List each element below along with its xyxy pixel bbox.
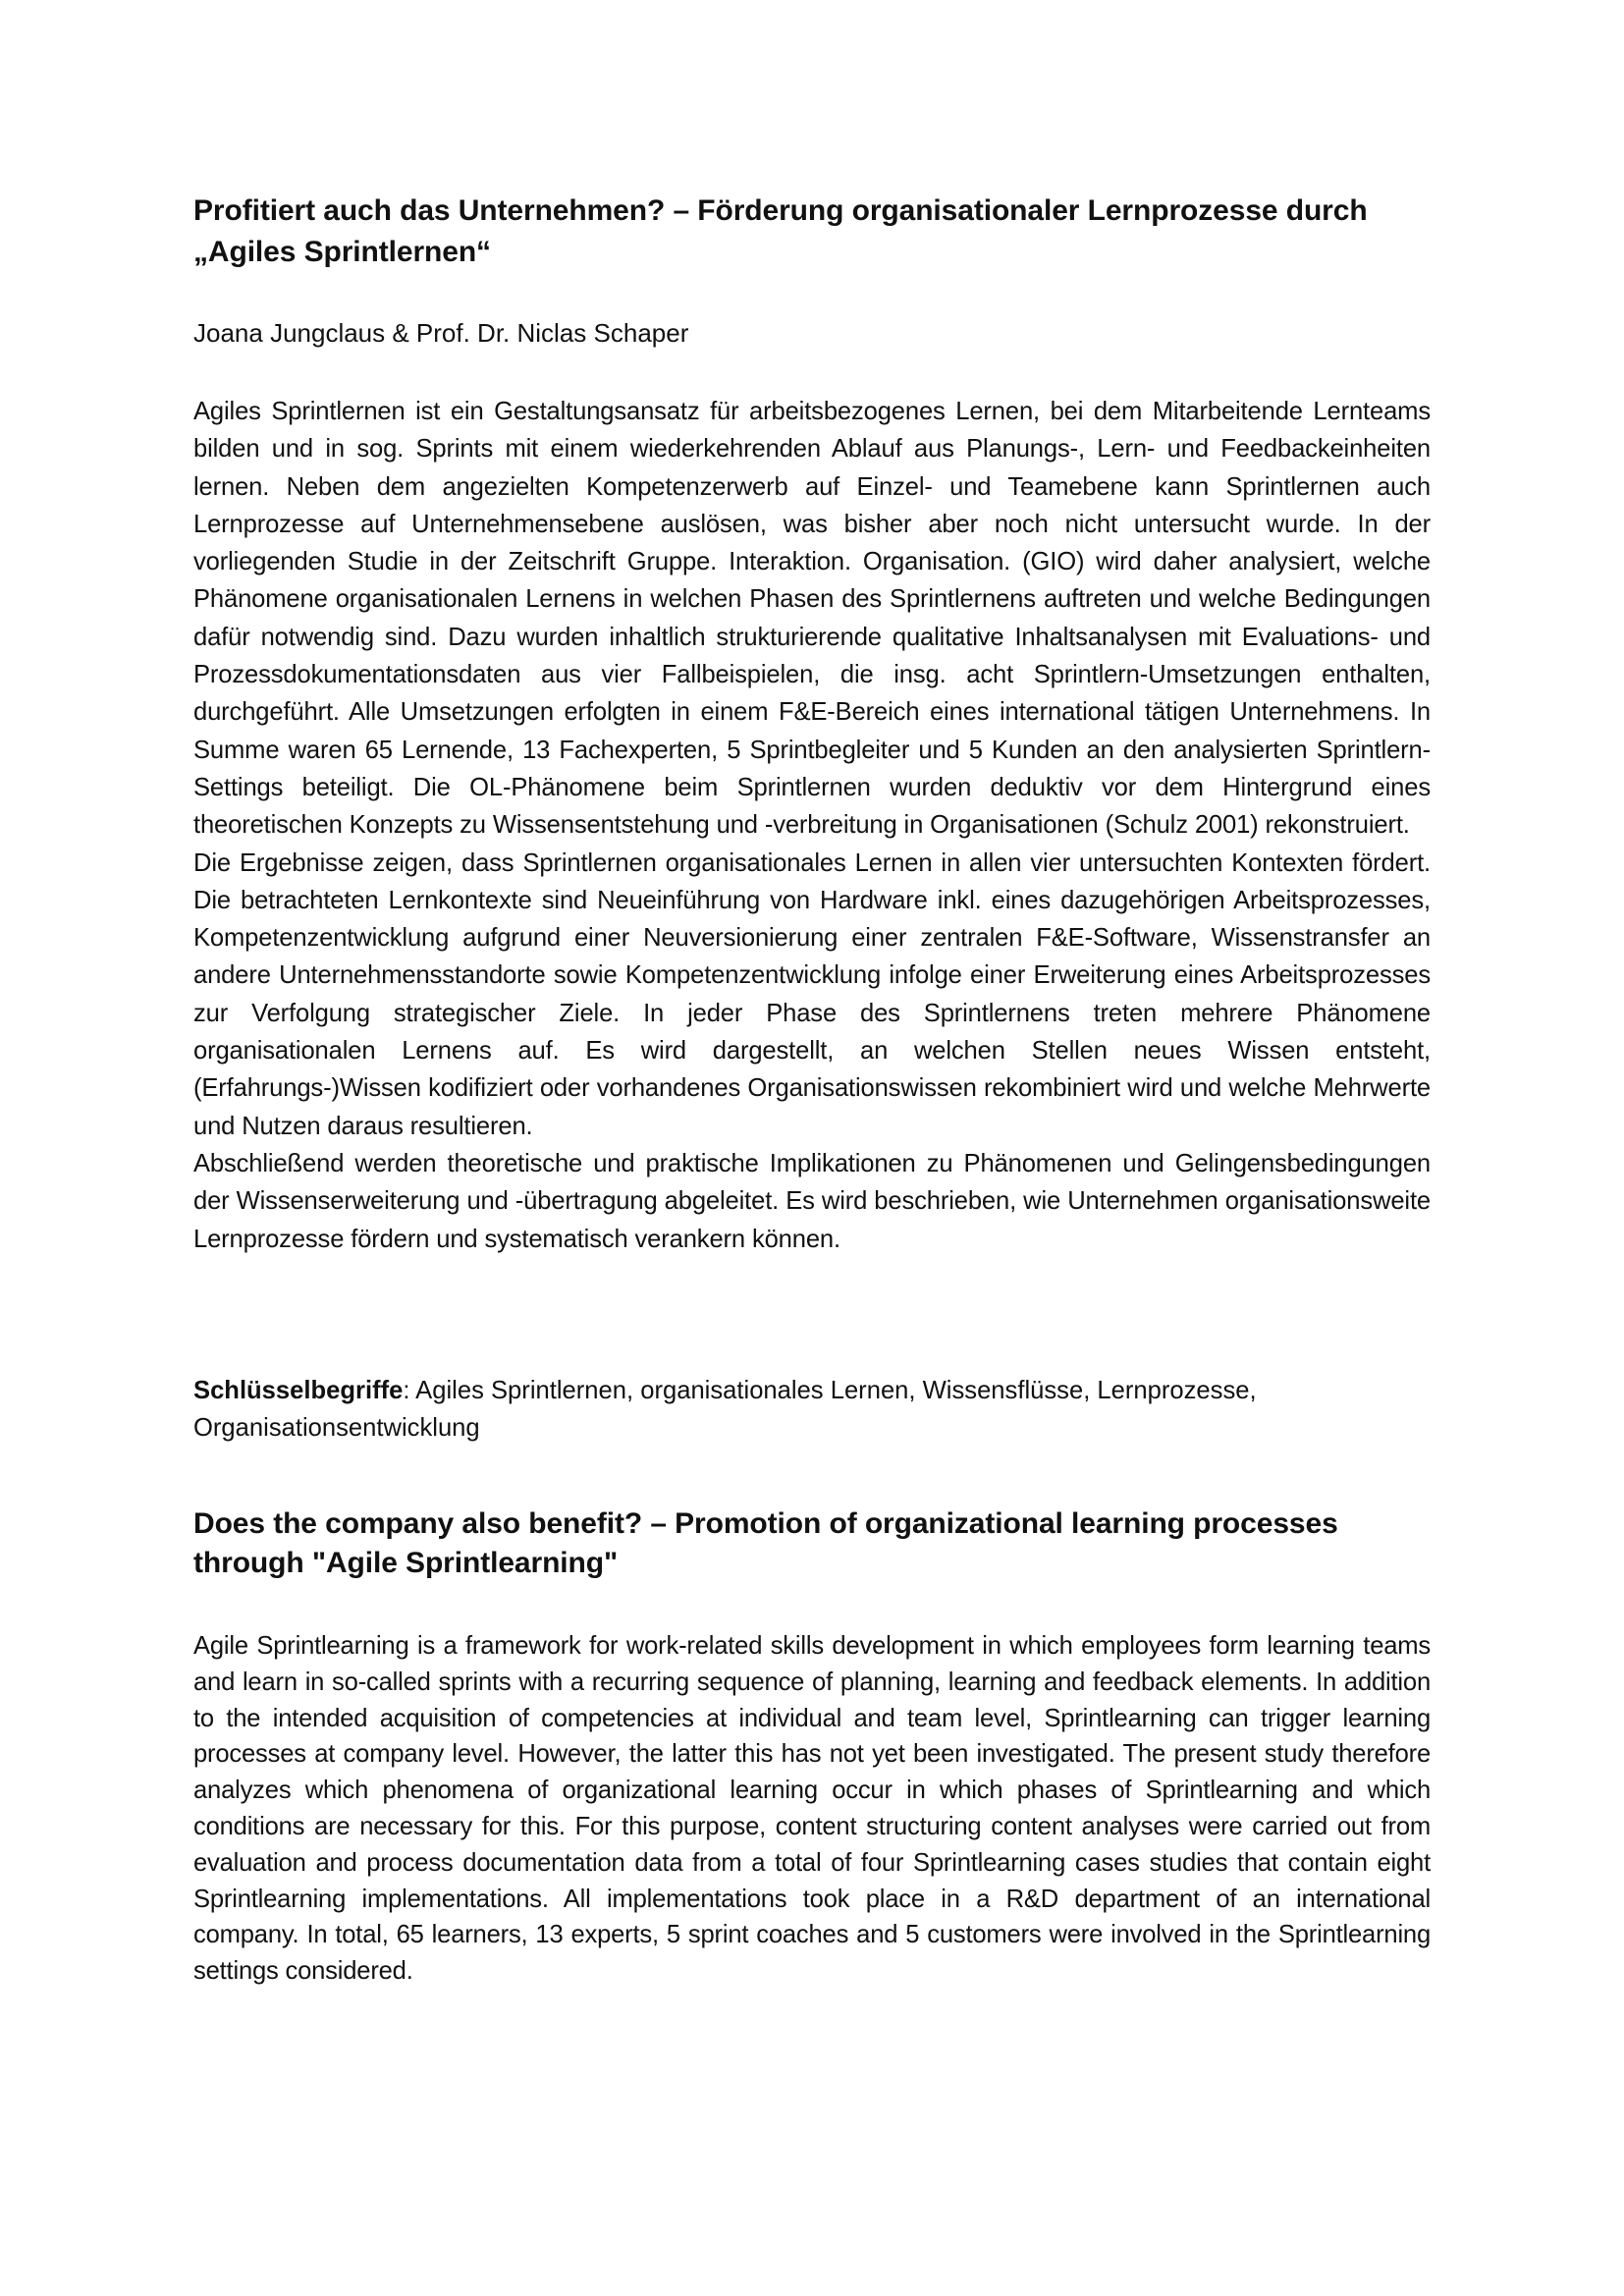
german-abstract xyxy=(193,393,1431,1258)
keywords xyxy=(193,1372,1431,1447)
english-title: Does the company also benefit? – Promotion of organizational learning processes through "Agile Sprintlearning" xyxy=(193,1507,1338,1579)
german-abstract-paragraph-2: Die Ergebnisse zeigen, dass Sprintlernen organisationales Lernen in allen vier untersuchten Kontexten fördert. Die betrachteten Lernkontexte sind Neueinführung von Hardware inkl. eines dazugehörigen Arbeitsprozesses, Kompetenzentwicklung aufgrund einer Neuversionierung einer zentralen F&E-Software, Wissenstransfer an andere Unternehmensstandorte sowie Kompetenzentwicklung infolge einer Erweiterung eines Arbeitsprozesses zur Verfolgung strategischer Ziele. In jeder Phase des Sprintlernens treten mehrere Phänomene organisationalen Lernens auf. Es wird dargestellt, an welchen Stellen neues Wissen entsteht, (Erfahrungs-)Wissen kodifiziert oder vorhandenes Organisationswissen rekombiniert wird und welche Mehrwerte und Nutzen daraus resultieren. xyxy=(193,848,1431,1140)
keywords-label: Schlüsselbegriffe xyxy=(193,1377,404,1404)
german-abstract-paragraph-1: Agiles Sprintlernen ist ein Gestaltungsansatz für arbeitsbezogenes Lernen, bei dem Mitarbeitende Lernteams bilden und in sog. Sprints mit einem wiederkehrenden Ablauf aus Planungs-, Lern- und Feedbackeinheiten lernen. Neben dem angezielten Kompetenzerwerb auf Einzel- und Teamebene kann Sprintlernen auch Lernprozesse auf Unternehmensebene auslösen, was bisher aber noch nicht untersucht wurde. In der vorliegenden Studie in der Zeitschrift Gruppe. Interaktion. Organisation. (GIO) wird daher analysiert, welche Phänomene organisationalen Lernens in welchen Phasen des Sprintlernens auftreten und welche Bedingungen dafür notwendig sind. Dazu wurden inhaltlich strukturierende qualitative Inhaltsanalysen mit Evaluations- und Prozessdokumentationsdaten aus vier Fallbeispielen, die insg. acht Sprintlern-Umsetzungen enthalten, durchgeführt. Alle Umsetzungen erfolgten in einem F&E-Bereich eines international tätigen Unternehmens. In Summe waren 65 Lernende, 13 Fachexperten, 5 Sprintbegleiter und 5 Kunden an den analysierten Sprintlern-Settings beteiligt. Die OL-Phänomene beim Sprintlernen wurden deduktiv vor dem Hintergrund eines theoretischen Konzepts zu Wissensentstehung und -verbreitung in Organisationen (Schulz 2001) rekonstruiert. xyxy=(193,398,1431,840)
english-abstract-paragraph-1: Agile Sprintlearning is a framework for work-related skills development in which employees form learning teams and learn in so-called sprints with a recurring sequence of planning, learning and feedback elements. In addition to the intended acquisition of competencies at individual and team level, Sprintlearning can trigger learning processes at company level. However, the latter this has not yet been investigated. The present study therefore analyzes which phenomena of organizational learning occur in which phases of Sprintlearning and which conditions are necessary for this. For this purpose, content structuring content analyses were carried out from evaluation and process documentation data from a total of four Sprintlearning cases studies that contain eight Sprintlearning implementations. All implementations took place in a R&D department of an international company. In total, 65 learners, 13 experts, 5 sprint coaches and 5 customers were involved in the Sprintlearning settings considered. xyxy=(193,1632,1431,1986)
german-abstract-paragraph-3: Abschließend werden theoretische und praktische Implikationen zu Phänomenen und Gelingensbedingungen der Wissenserweiterung und -übertragung abgeleitet. Es wird beschrieben, wie Unternehmen organisationsweite Lernprozesse fördern und systematisch verankern können. xyxy=(193,1149,1431,1253)
authors: Joana Jungclaus & Prof. Dr. Niclas Schaper xyxy=(193,318,689,348)
english-abstract xyxy=(193,1628,1431,1990)
keywords-list: Agiles Sprintlernen, organisationales Lernen, Wissensflüsse, Lernprozesse, Organisationsentwicklung xyxy=(193,1377,1257,1442)
keywords-separator: : xyxy=(403,1377,416,1404)
german-title: Profitiert auch das Unternehmen? – Förderung organisationaler Lernprozesse durch „Agiles Sprintlernen“ xyxy=(193,194,1368,268)
